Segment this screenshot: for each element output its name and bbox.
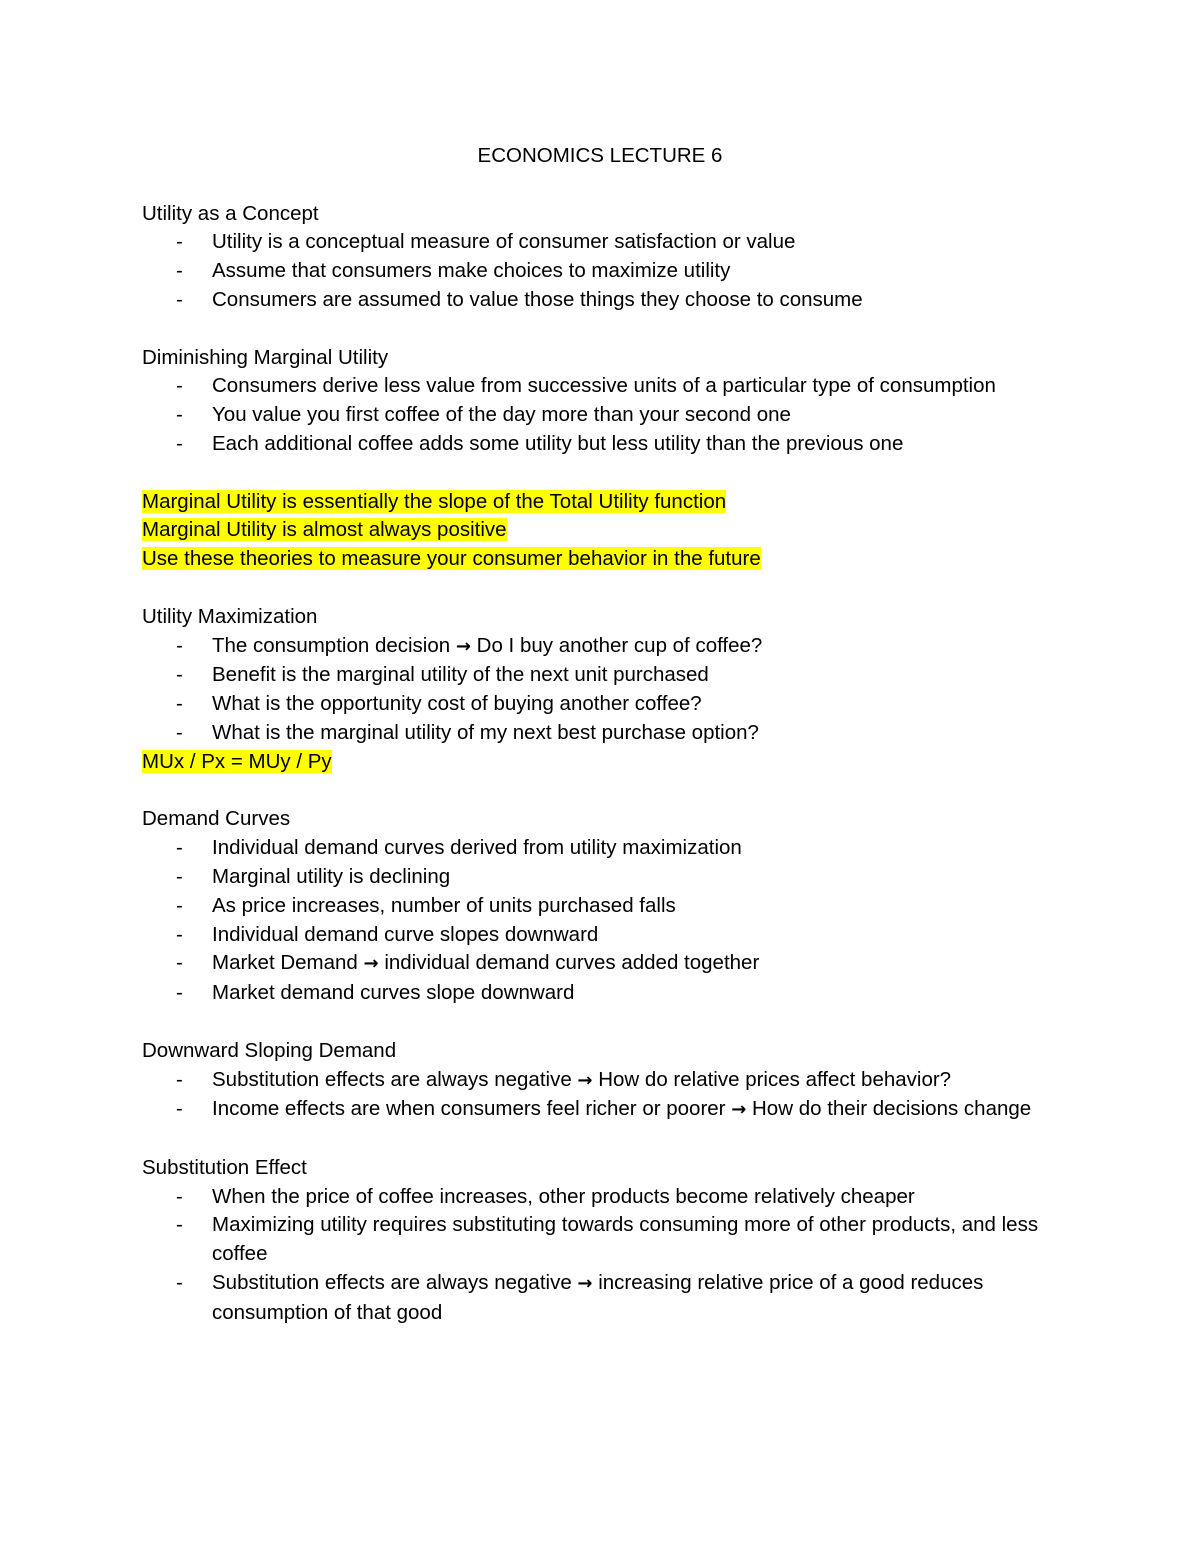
arrow-right-icon: → [363,953,379,975]
list-item-text: Substitution effects are always negative → increasing relative price of a good reduces consumption of that good [212,1271,984,1324]
list-item: - Individual demand curves derived from utility maximization [176,836,742,860]
list-item: - Individual demand curve slopes downward [176,922,599,946]
highlighted-text: Marginal Utility is essentially the slope of the Total Utility function [142,489,727,513]
bullet-list [142,632,1062,748]
list-item-text: Marginal utility is declining [212,864,451,888]
highlighted-text: Use these theories to measure your consumer behavior in the future [142,547,761,571]
list-item-text: You value you first coffee of the day more than your second one [212,403,791,427]
bullet-list [142,834,1062,1008]
list-item-text: Consumers derive less value from successive units of a particular type of consumption [212,374,996,398]
list-item-text: Individual demand curves derived from utility maximization [212,836,742,860]
arrow-right-icon: → [455,635,471,657]
list-item-text: As price increases, number of units purchased falls [212,893,676,917]
document-title: ECONOMICS LECTURE 6 [477,144,723,167]
list-item: - What is the marginal utility of my next best purchase option? [176,720,759,744]
list-item: - Substitution effects are always negative → increasing relative price of a good reduces consumption of that good [176,1271,984,1324]
list-item: - Marginal utility is declining [176,864,451,888]
list-item-text: Market Demand → individual demand curves added together [212,951,760,975]
list-item: - Market Demand → individual demand curves added together [176,951,760,975]
list-item-text: Individual demand curve slopes downward [212,922,599,946]
list-item-text: Consumers are assumed to value those things they choose to consume [212,287,863,311]
section-heading: Utility Maximization [142,604,318,628]
list-item-text: Utility is a conceptual measure of consumer satisfaction or value [212,230,796,254]
bullet-list [142,372,1062,458]
section-substitution-effect [142,1154,1062,1328]
list-item: - Each additional coffee adds some utility but less utility than the previous one [176,431,904,455]
arrow-right-icon: → [731,1099,747,1121]
list-item-text: When the price of coffee increases, other products become relatively cheaper [212,1184,915,1208]
document-content [142,142,1062,1328]
list-item: - Substitution effects are always negative → How do relative prices affect behavior? [176,1067,952,1091]
list-item: - The consumption decision → Do I buy another cup of coffee? [176,633,763,657]
list-item-text: Benefit is the marginal utility of the next unit purchased [212,663,709,687]
bullet-list [142,228,1062,314]
list-item-text: Substitution effects are always negative → How do relative prices affect behavior? [212,1067,952,1091]
formula-highlight: MUx / Px = MUy / Py [142,749,332,773]
section-utility-maximization [142,603,1062,777]
section-diminishing-marginal-utility [142,344,1062,459]
list-item: - You value you first coffee of the day more than your second one [176,403,791,427]
list-item: - Utility is a conceptual measure of consumer satisfaction or value [176,230,796,254]
list-item-text: Income effects are when consumers feel richer or poorer → How do their decisions change [212,1097,1032,1121]
list-item: - Assume that consumers make choices to maximize utility [176,259,731,283]
list-item-text: Assume that consumers make choices to maximize utility [212,259,731,283]
list-item: - Consumers derive less value from successive units of a particular type of consumption [176,374,996,398]
list-item: - Market demand curves slope downward [176,981,575,1005]
list-item-text: The consumption decision → Do I buy another cup of coffee? [212,633,763,657]
list-item: - Income effects are when consumers feel richer or poorer → How do their decisions change [176,1097,1032,1121]
arrow-right-icon: → [577,1273,593,1295]
arrow-right-icon: → [577,1069,593,1091]
list-item-text: What is the marginal utility of my next best purchase option? [212,720,759,744]
section-heading: Downward Sloping Demand [142,1038,397,1062]
list-item: - Consumers are assumed to value those things they choose to consume [176,287,863,311]
list-item: - What is the opportunity cost of buying another coffee? [176,692,702,716]
bullet-list [142,1183,1062,1328]
list-item: - As price increases, number of units purchased falls [176,893,676,917]
bullet-list [142,1066,1062,1126]
section-heading: Utility as a Concept [142,201,319,225]
section-heading: Diminishing Marginal Utility [142,345,389,369]
list-item: - Maximizing utility requires substituting towards consuming more of other products, and less coffee [176,1213,1039,1266]
list-item: - When the price of coffee increases, other products become relatively cheaper [176,1184,915,1208]
section-heading: Demand Curves [142,807,291,831]
section-utility-concept [142,200,1062,315]
list-item-text: Maximizing utility requires substituting towards consuming more of other products, and less coffee [212,1213,1039,1266]
highlighted-text: Marginal Utility is almost always positive [142,518,507,542]
list-item-text: What is the opportunity cost of buying another coffee? [212,692,702,716]
list-item: - Benefit is the marginal utility of the next unit purchased [176,663,709,687]
section-demand-curves [142,805,1062,1008]
list-item-text: Market demand curves slope downward [212,981,575,1005]
list-item-text: Each additional coffee adds some utility but less utility than the previous one [212,431,904,455]
section-downward-sloping-demand [142,1037,1062,1125]
highlighted-notes [142,488,1062,574]
section-heading: Substitution Effect [142,1155,307,1179]
